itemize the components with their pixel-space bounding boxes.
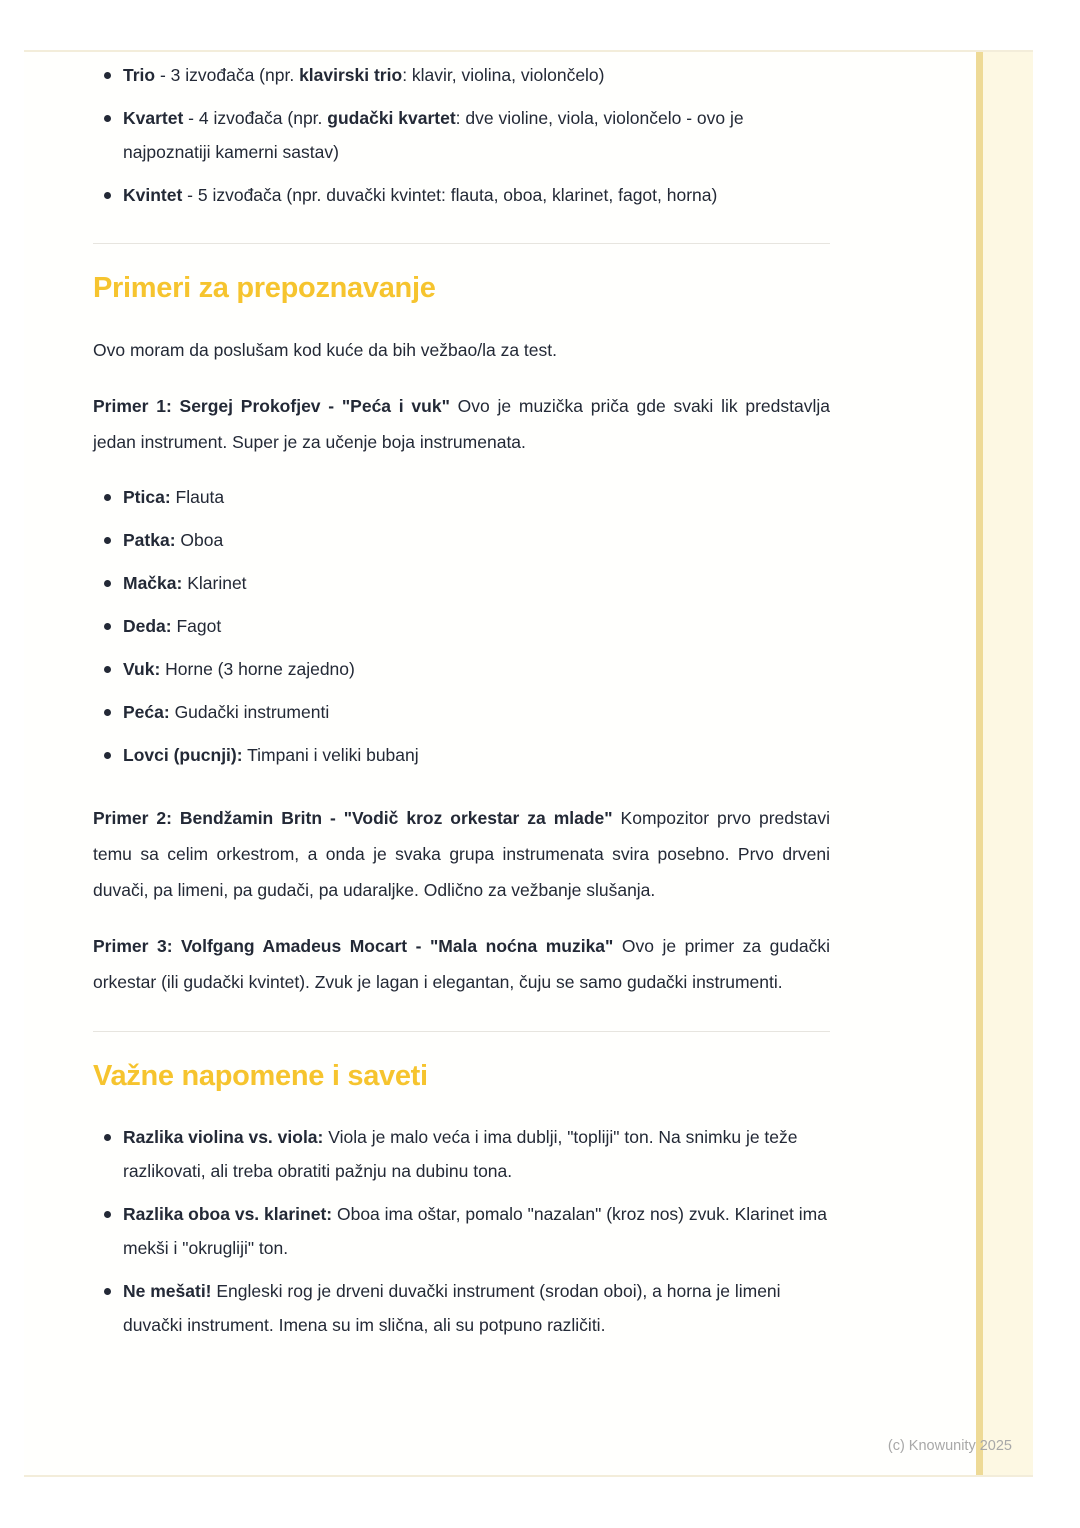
- list-item-oboa-klarinet: [93, 1197, 830, 1265]
- notes-list: [93, 1120, 830, 1342]
- list-item-kvartet: [93, 101, 830, 169]
- ensemble-text: - 5 izvođača (npr. duvački kvintet: flauta, oboa, klarinet, fagot, horna): [182, 185, 718, 205]
- character-label: Peća:: [123, 702, 170, 722]
- section-title-primeri: Primeri za prepoznavanje: [93, 272, 436, 304]
- ensemble-name: Kvartet: [123, 108, 184, 128]
- list-item-ptica: [93, 480, 830, 514]
- ensemble-text: - 4 izvođača (npr.: [183, 108, 328, 128]
- note-label: Razlika violina vs. viola:: [123, 1127, 324, 1147]
- section-divider: [93, 243, 830, 244]
- intro-paragraph: Ovo moram da poslušam kod kuće da bih vežbao/la za test.: [93, 340, 557, 360]
- copyright-notice: (c) Knowunity 2025: [887, 1438, 1012, 1454]
- ensemble-name: Trio: [123, 65, 156, 85]
- list-item-vuk: [93, 652, 830, 686]
- primer3-paragraph: [93, 928, 830, 1000]
- character-instrument: Horne (3 horne zajedno): [160, 659, 355, 679]
- character-instrument: Fagot: [171, 616, 222, 636]
- primer3-title: Primer 3: Volfgang Amadeus Mocart - "Mala noćna muzika": [93, 936, 614, 956]
- character-instrument: Timpani i veliki bubanj: [242, 745, 419, 765]
- section-divider: [93, 1031, 830, 1032]
- ensemble-text: - 3 izvođača (npr.: [155, 65, 300, 85]
- character-instrument: Oboa: [175, 530, 224, 550]
- character-instrument: Klarinet: [182, 573, 247, 593]
- character-label: Mačka:: [123, 573, 183, 593]
- primer2-description: Kompozitor prvo predstavi temu sa celim orkestrom, a onda je svaka grupa instrumenata svira posebno. Prvo drveni duvači, pa limeni, pa gudači, pa udaraljke. Odlično za vežbanje slušanja.: [93, 808, 830, 900]
- decorative-yellow-stripe: [976, 52, 1033, 1475]
- character-label: Ptica:: [123, 487, 171, 507]
- list-item-lovci: [93, 738, 830, 772]
- note-label: Ne mešati!: [123, 1281, 212, 1301]
- list-item-patka: [93, 523, 830, 557]
- list-item-violina-viola: [93, 1120, 830, 1188]
- ensemble-example: klavirski trio: [299, 65, 403, 85]
- note-text: Oboa ima oštar, pomalo "nazalan" (kroz nos) zvuk. Klarinet ima mekši i "okrugliji" ton.: [123, 1204, 827, 1258]
- ensembles-list: [93, 58, 830, 212]
- character-label: Vuk:: [123, 659, 161, 679]
- character-label: Deda:: [123, 616, 172, 636]
- list-item-trio: [93, 58, 830, 92]
- list-item-ne-mesati: [93, 1274, 830, 1342]
- primer1-paragraph: [93, 388, 830, 460]
- section-title-napomene: Važne napomene i saveti: [93, 1060, 428, 1092]
- list-item-deda: [93, 609, 830, 643]
- note-label: Razlika oboa vs. klarinet:: [123, 1204, 333, 1224]
- primer2-paragraph: [93, 800, 830, 908]
- character-label: Patka:: [123, 530, 176, 550]
- character-instrument: Flauta: [170, 487, 225, 507]
- list-item-kvintet: [93, 178, 830, 212]
- page-content: [93, 52, 830, 1351]
- note-text: Engleski rog je drveni duvački instrument (srodan oboi), a horna je limeni duvački instrument. Imena su im slična, ali su potpuno različiti.: [123, 1281, 781, 1335]
- ensemble-text-2: : dve violine, viola, violončelo - ovo je najpoznatiji kamerni sastav): [123, 108, 744, 162]
- ensemble-name: Kvintet: [123, 185, 183, 205]
- primer1-description: Ovo je muzička priča gde svaki lik predstavlja jedan instrument. Super je za učenje boja instrumenata.: [93, 396, 830, 452]
- list-item-peca: [93, 695, 830, 729]
- primer2-title: Primer 2: Bendžamin Britn - "Vodič kroz orkestar za mlade": [93, 808, 613, 828]
- primer3-description: Ovo je primer za gudački orkestar (ili gudački kvintet). Zvuk je lagan i elegantan, čuju se samo gudački instrumenti.: [93, 936, 830, 992]
- character-instrument: Gudački instrumenti: [169, 702, 330, 722]
- primer1-title: Primer 1: Sergej Prokofjev - "Peća i vuk": [93, 396, 450, 416]
- ensemble-text-2: : klavir, violina, violončelo): [402, 65, 605, 85]
- ensemble-example: gudački kvartet: [327, 108, 456, 128]
- character-label: Lovci (pucnji):: [123, 745, 243, 765]
- note-text: Viola je malo veća i ima dublji, "topliji" ton. Na snimku je teže razlikovati, ali treba obratiti pažnju na dubinu tona.: [123, 1127, 798, 1181]
- document-page: [24, 50, 1033, 1477]
- list-item-macka: [93, 566, 830, 600]
- characters-list: [93, 480, 830, 772]
